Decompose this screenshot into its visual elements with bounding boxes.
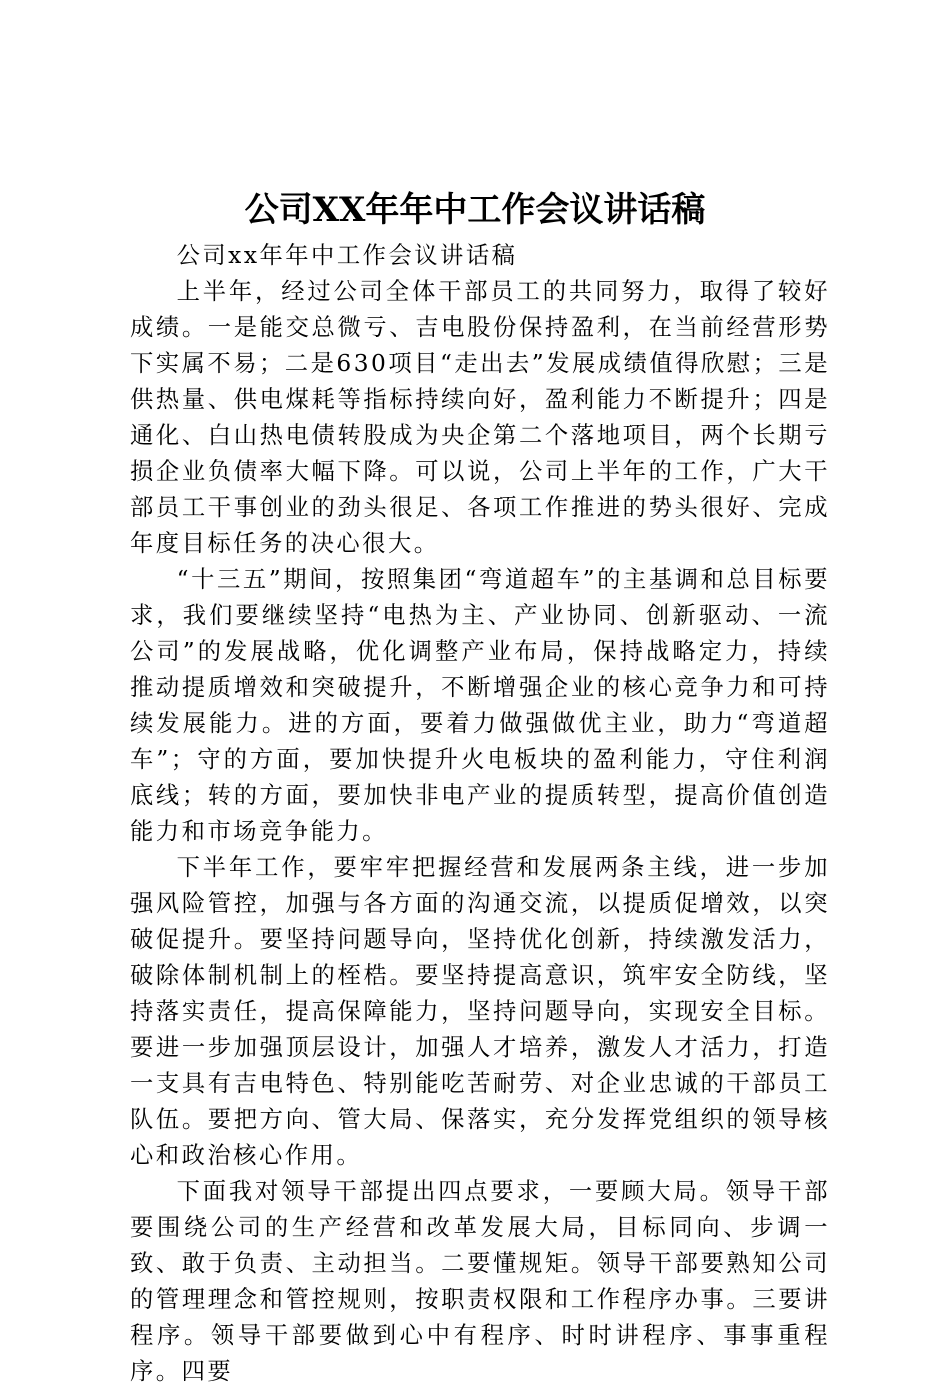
paragraph-subtitle: 公司xx年年中工作会议讲话稿 <box>176 242 518 269</box>
paragraph-leader-requirements: 下面我对领导干部提出四点要求，一要顾大局。领导干部要围绕公司的生产经营和改革发展大局，目标同向、步调一致、敢于负责、主动担当。二要懂规矩。领导干部要熟知公司的管理理念和管控规则，按职责权限和工作程序办事。三要讲程序。领导干部要做到心中有程序、时时讲程序、事事重程序。四要 <box>130 1178 830 1385</box>
paragraph-five-year-plan: “十三五”期间，按照集团“弯道超车”的主基调和总目标要求，我们要继续坚持“电热为主、产业协同、创新驱动、一流公司”的发展战略，优化调整产业布局，保持战略定力，持续推动提质增效和突破提升，不断增强企业的核心竞争力和可持续发展能力。进的方面，要着力做强做优主业，助力“弯道超车”；守的方面，要加快提升火电板块的盈利能力，守住利润底线；转的方面，要加快非电产业的提质转型，提高价值创造能力和市场竞争能力。 <box>130 566 830 845</box>
paragraph-second-half-work: 下半年工作，要牢牢把握经营和发展两条主线，进一步加强风险管控，加强与各方面的沟通交流，以提质促增效，以突破促提升。要坚持问题导向，坚持优化创新，持续激发活力，破除体制机制上的桎梏。要坚持提高意识，筑牢安全防线，坚持落实责任，提高保障能力，坚持问题导向，实现安全目标。要进一步加强顶层设计，加强人才培养，激发人才活力，打造一支具有吉电特色、特别能吃苦耐劳、对企业忠诚的干部员工队伍。要把方向、管大局、保落实，充分发挥党组织的领导核心和政治核心作用。 <box>130 854 830 1169</box>
document-body <box>130 238 830 1390</box>
document-title: 公司XX年年中工作会议讲话稿 <box>244 190 706 230</box>
paragraph-first-half-results: 上半年，经过公司全体干部员工的共同努力，取得了较好成绩。一是能交总微亏、吉电股份保持盈利，在当前经营形势下实属不易；二是630项目“走出去”发展成绩值得欣慰；三是供热量、供电煤耗等指标持续向好，盈利能力不断提升；四是通化、白山热电债转股成为央企第二个落地项目，两个长期亏损企业负债率大幅下降。可以说，公司上半年的工作，广大干部员工干事创业的劲头很足、各项工作推进的势头很好、完成年度目标任务的决心很大。 <box>130 278 830 557</box>
